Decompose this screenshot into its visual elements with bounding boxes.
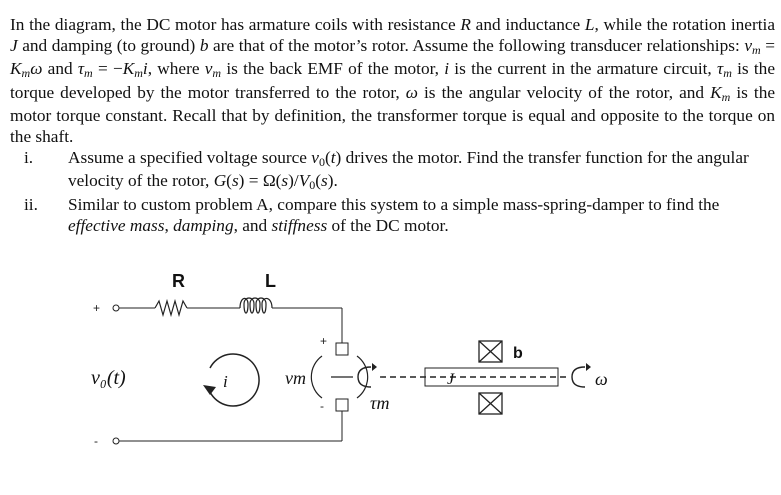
text-run: Assume a specified voltage source <box>68 148 312 168</box>
text-run: and inductance <box>470 15 585 34</box>
text-run: Similar to custom problem A, compare this system to a simple mass-spring-damper to find the <box>68 194 720 214</box>
math-symbol: v <box>744 36 752 56</box>
vm-plus-sign: + <box>320 334 328 348</box>
omega-label: ω <box>595 369 608 389</box>
text-run: is the current in the armature circuit, <box>449 59 717 79</box>
inertia-label: J <box>447 371 455 388</box>
text-run: , where <box>147 59 205 79</box>
math-subscript: m <box>84 66 93 81</box>
math-symbol: ω <box>405 82 418 102</box>
source-plus-sign: + <box>93 301 101 315</box>
math-symbol: ω <box>30 59 43 79</box>
text-run: ( <box>226 171 232 191</box>
text-run: is the angular velocity of the rotor, and <box>417 82 711 102</box>
text-run: = <box>760 36 775 56</box>
math-symbol: i <box>444 59 450 79</box>
source-minus-sign: - <box>94 434 98 448</box>
damping-label: b <box>513 345 523 362</box>
math-subscript: 0 <box>309 178 316 193</box>
text-run: of the DC motor. <box>327 215 449 235</box>
math-symbol: R <box>460 15 471 34</box>
question-number: ii. <box>24 194 38 214</box>
math-subscript: m <box>212 66 222 81</box>
math-symbol: b <box>199 36 209 56</box>
text-run: is the torque developed by the motor transferred to the rotor, <box>10 59 775 102</box>
math-symbol: v <box>311 148 319 168</box>
math-subscript: 0 <box>318 155 325 170</box>
vm-top-box <box>336 343 348 355</box>
text-run: = − <box>92 59 123 79</box>
math-symbol: τ <box>77 59 85 79</box>
torque-label: τm <box>370 393 390 413</box>
top-terminal <box>113 305 119 311</box>
omega-rotation-arrow <box>572 367 585 387</box>
text-run: ) = Ω( <box>238 171 282 191</box>
question-number: i. <box>24 148 34 168</box>
resistor-symbol <box>155 301 187 315</box>
math-symbol: K <box>10 59 22 79</box>
vm-minus-sign: - <box>320 399 324 413</box>
text-run: ) <box>335 148 342 168</box>
source-voltage-label: v₀(t) <box>91 367 126 389</box>
text-run: ). <box>327 171 338 191</box>
resistor-label: R <box>172 271 185 291</box>
text-run: , and <box>233 215 272 235</box>
text-run: are that of the motor’s rotor. Assume the following transducer relationships: <box>208 36 745 56</box>
motor-arc-left <box>311 356 322 398</box>
math-symbol: K <box>122 59 135 79</box>
text-run: ( <box>315 171 322 191</box>
current-arrowhead <box>203 385 216 395</box>
math-symbol: s <box>321 171 328 191</box>
math-subscript: m <box>21 66 31 81</box>
text-run: In the diagram, the DC motor has armature coils with resistance <box>10 15 461 34</box>
math-subscript: m <box>721 89 731 104</box>
math-symbol: t <box>330 148 336 168</box>
omega-rotation-arrowhead <box>586 363 591 371</box>
motor-torque-arrow <box>358 367 371 387</box>
text-run: drives the motor. Find the transfer function for the angular velocity of the rotor, <box>68 148 749 191</box>
math-subscript: m <box>723 66 732 81</box>
text-run: is the motor torque constant. Recall that by definition, the transformer torque is equal and opposite to the torque on the shaft. <box>10 82 776 147</box>
math-subscript: m <box>752 43 761 58</box>
inductor-symbol <box>240 298 272 313</box>
text-run: , while the rotation inertia <box>594 15 775 34</box>
math-symbol: G <box>213 171 227 191</box>
back-emf-label: vm <box>285 368 306 388</box>
math-symbol: s <box>231 171 239 191</box>
motor-torque-arrowhead <box>372 363 377 371</box>
math-symbol: effective mass <box>68 215 165 235</box>
text-run: and damping (to ground) <box>17 36 200 56</box>
current-label: i <box>223 372 228 391</box>
math-symbol: K <box>710 82 722 102</box>
text-run: is the back EMF of the motor, <box>221 59 445 79</box>
text-run: ( <box>324 148 331 168</box>
math-symbol: i <box>142 59 148 79</box>
vm-bottom-box <box>336 399 348 411</box>
math-symbol: τ <box>717 59 724 79</box>
math-symbol: s <box>281 171 289 191</box>
bottom-terminal <box>113 438 119 444</box>
math-symbol: J <box>10 36 18 56</box>
math-symbol: L <box>584 15 595 34</box>
current-loop-arrow <box>210 354 259 406</box>
text-run: )/ <box>288 171 299 191</box>
text-run: , <box>164 215 174 235</box>
math-symbol: damping <box>173 215 234 235</box>
inductor-label: L <box>265 271 276 291</box>
math-symbol: V <box>298 171 310 191</box>
math-symbol: v <box>204 59 213 79</box>
math-subscript: m <box>134 66 143 81</box>
math-symbol: stiffness <box>271 215 328 235</box>
text-run: and <box>42 59 78 79</box>
